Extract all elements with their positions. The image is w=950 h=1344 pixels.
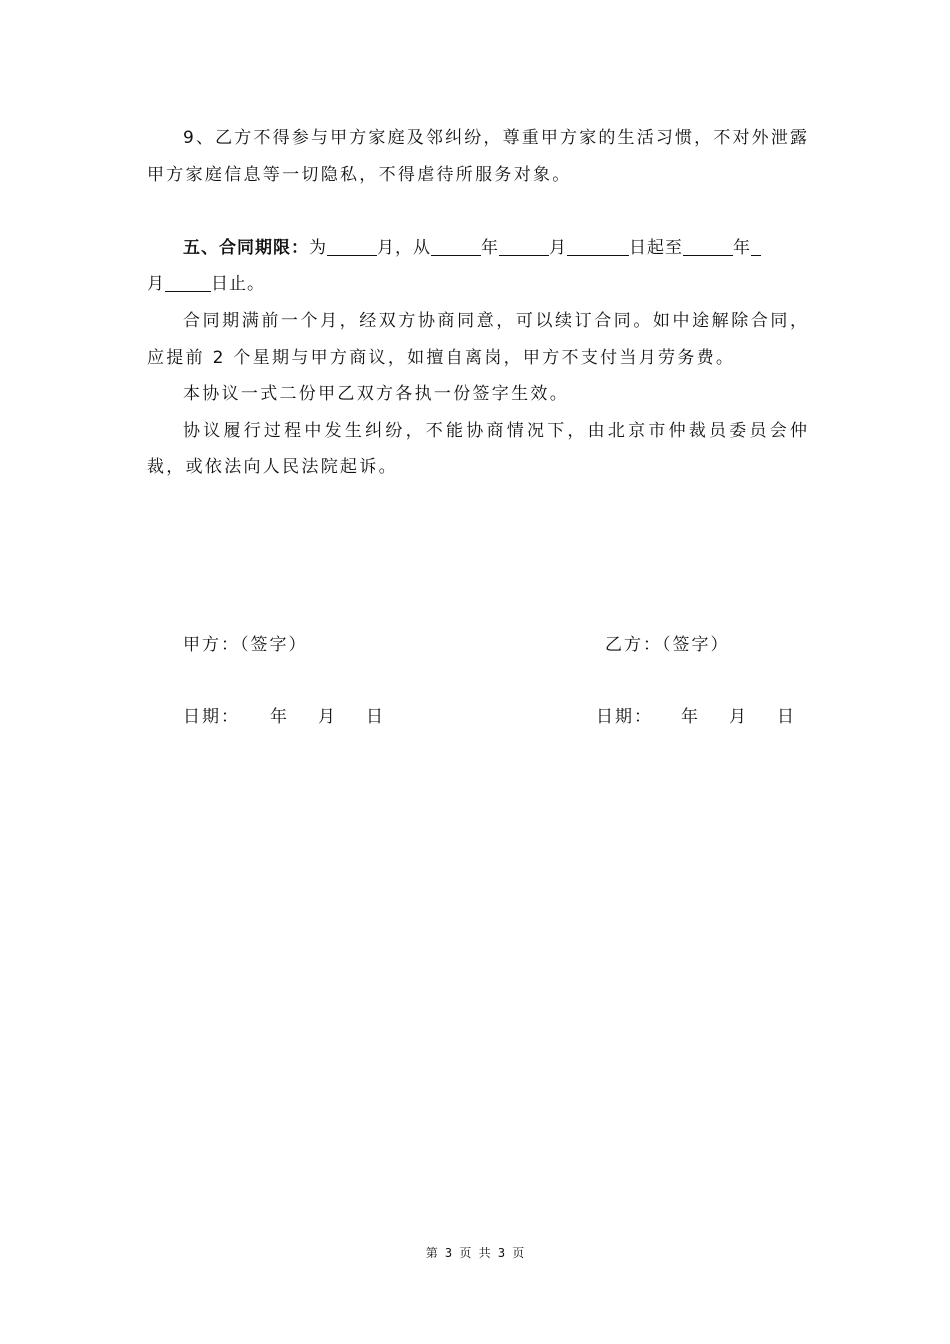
term-text: 日止。 — [211, 274, 265, 294]
term-text: 月 — [147, 274, 165, 294]
clause-9-line-2: 甲方家庭信息等一切隐私，不得虐待所服务对象。 — [147, 165, 572, 185]
term-text: 日起至 — [629, 238, 683, 258]
copies-line: 本协议一式二份甲乙双方各执一份签字生效。 — [183, 384, 569, 404]
term-clause-line-2 — [147, 273, 807, 295]
dispute-line-2: 裁，或依法向人民法院起诉。 — [147, 457, 398, 477]
term-text: 月，从 — [377, 238, 431, 258]
party-b-date-label: 日期： — [596, 707, 653, 727]
renewal-line-2: 应提前 2 个星期与甲方商议，如擅自离岗，甲方不支付当月劳务费。 — [147, 348, 736, 368]
party-a-signature: 甲方：（签字） — [183, 635, 308, 655]
party-a-date-day: 日 — [366, 707, 383, 727]
term-text: 为 — [309, 238, 327, 258]
term-clause-line-1 — [183, 237, 807, 259]
term-text: 月 — [549, 238, 567, 258]
end-year-blank — [683, 238, 733, 256]
start-month-blank — [499, 238, 549, 256]
party-a-date-month: 月 — [318, 707, 335, 727]
dispute-line-1: 协议履行过程中发生纠纷，不能协商情况下，由北京市仲裁员委员会仲 — [183, 421, 807, 441]
party-b-date-month: 月 — [729, 707, 746, 727]
start-year-blank — [431, 238, 481, 256]
term-text: 年 — [481, 238, 499, 258]
party-a-date-year: 年 — [270, 707, 287, 727]
party-b-date-day: 日 — [777, 707, 794, 727]
months-blank — [327, 238, 377, 256]
renewal-line-1: 合同期满前一个月，经双方协商同意，可以续订合同。如中途解除合同， — [183, 311, 807, 331]
clause-9-line-1: 9、乙方不得参与甲方家庭及邻纠纷，尊重甲方家的生活习惯，不对外泄露 — [183, 128, 807, 148]
end-day-blank — [165, 274, 211, 292]
term-text: 年 — [733, 238, 751, 258]
end-month-blank — [751, 238, 761, 256]
page-footer: 第 3 页 共 3 页 — [425, 1246, 525, 1260]
party-b-signature: 乙方：（签字） — [605, 635, 730, 655]
start-day-blank — [567, 238, 629, 256]
section-5-heading: 五、合同期限： — [183, 238, 309, 258]
party-b-date-year: 年 — [681, 707, 698, 727]
party-a-date-label: 日期： — [183, 707, 240, 727]
